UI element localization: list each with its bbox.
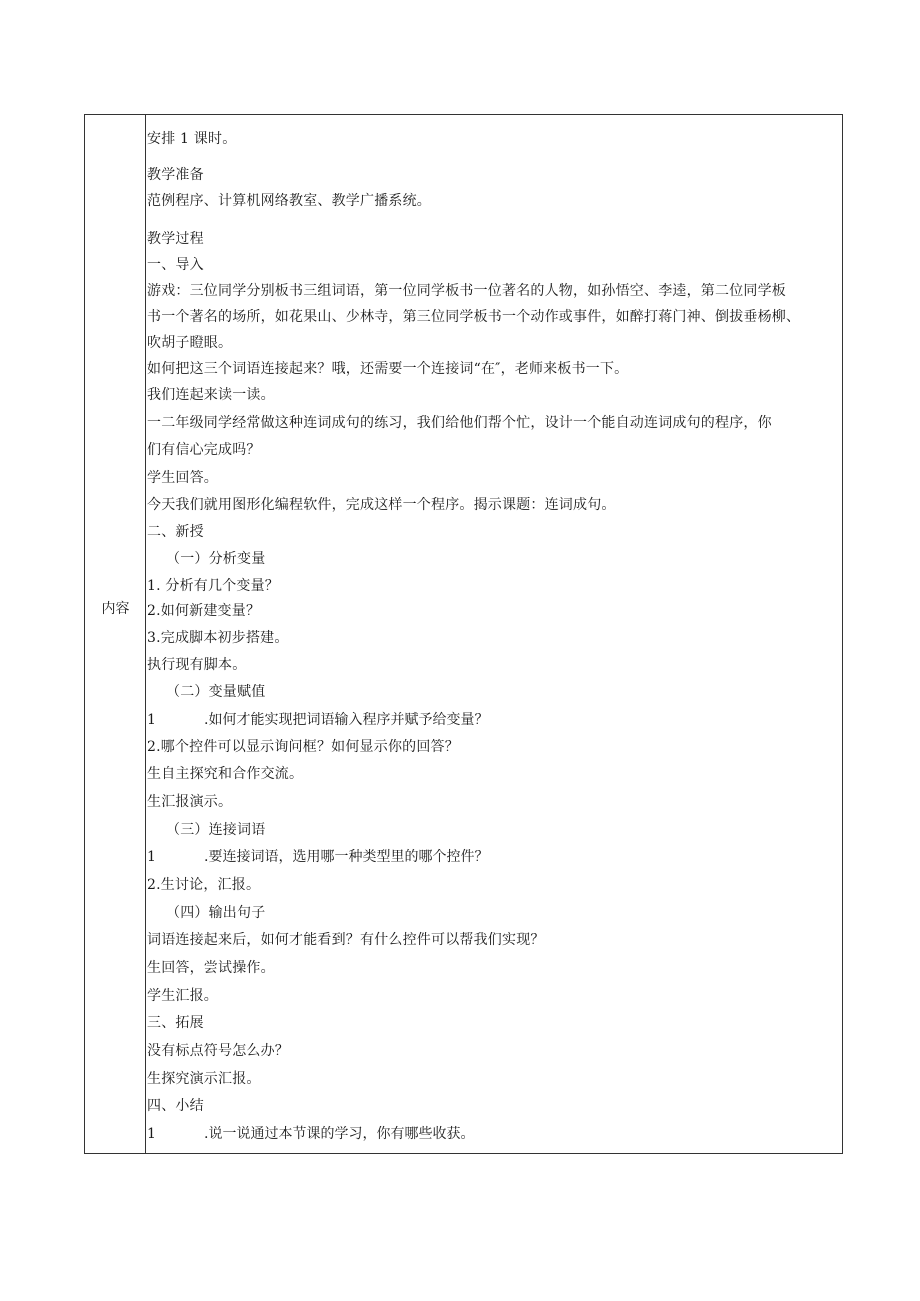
list-item: 2.如何新建变量？: [147, 603, 261, 619]
list-number: 1: [147, 1126, 156, 1142]
section-heading: 教学过程: [147, 231, 204, 247]
text-line: 安排 1 课时。: [147, 131, 237, 147]
text-line: 生自主探究和合作交流。: [147, 766, 304, 782]
text-line: 生汇报演示。: [147, 794, 233, 810]
list-item: .要连接词语，选用哪一种类型里的哪个控件？: [204, 849, 489, 865]
text-line: 生回答，尝试操作。: [147, 960, 275, 976]
subsection-heading: （二）变量赋值: [166, 684, 266, 700]
list-item: 1. 分析有几个变量？: [147, 578, 280, 594]
section-heading: 四、小结: [147, 1098, 204, 1114]
list-item: 2.哪个控件可以显示询问框？如何显示你的回答？: [147, 739, 459, 755]
list-item: 3.完成脚本初步搭建。: [147, 630, 289, 646]
text-line: 书一个著名的场所，如花果山、少林寺，第三位同学板书一个动作或事件，如醉打蒋门神、倒拔垂杨柳、: [147, 309, 801, 325]
lesson-table: [84, 114, 843, 1154]
content-cell: [146, 115, 842, 1153]
text-line: 词语连接起来后，如何才能看到？有什么控件可以帮我们实现？: [147, 932, 545, 948]
list-item: 2.生讨论，汇报。: [147, 877, 261, 893]
text-line: 一二年级同学经常做这种连词成句的练习，我们给他们帮个忙，设计一个能自动连词成句的程序，你: [147, 415, 772, 431]
text-line: 生探究演示汇报。: [147, 1071, 261, 1087]
list-item: .说一说通过本节课的学习，你有哪些收获。: [204, 1126, 475, 1142]
text-line: 吹胡子瞪眼。: [147, 335, 233, 351]
text-line: 范例程序、计算机网络教室、教学广播系统。: [147, 193, 431, 209]
section-heading: 一、导入: [147, 257, 204, 273]
subsection-heading: （一）分析变量: [166, 551, 266, 567]
subsection-heading: （四）输出句子: [166, 905, 266, 921]
list-number: 1: [147, 712, 156, 728]
list-item: .如何才能实现把词语输入程序并赋予给变量？: [204, 712, 489, 728]
text-line: 游戏：三位同学分别板书三组词语，第一位同学板书一位著名的人物，如孙悟空、李逵，第二位同学板: [147, 283, 786, 299]
text-line: 如何把这三个词语连接起来？哦，还需要一个连接词“在″，老师来板书一下。: [147, 361, 629, 377]
text-line: 今天我们就用图形化编程软件，完成这样一个程序。揭示课题：连词成句。: [147, 497, 616, 513]
label-cell: [85, 115, 146, 1153]
section-heading: 教学准备: [147, 167, 204, 183]
text-line: 执行现有脚本。: [147, 657, 247, 673]
text-line: 我们连起来读一读。: [147, 387, 275, 403]
text-line: 们有信心完成吗？: [147, 442, 261, 458]
row-label: 内容: [101, 601, 130, 617]
text-line: 没有标点符号怎么办？: [147, 1043, 289, 1059]
subsection-heading: （三）连接词语: [166, 822, 266, 838]
section-heading: 三、拓展: [147, 1015, 204, 1031]
section-heading: 二、新授: [147, 524, 204, 540]
text-line: 学生汇报。: [147, 988, 218, 1004]
text-line: 学生回答。: [147, 470, 218, 486]
list-number: 1: [147, 849, 156, 865]
